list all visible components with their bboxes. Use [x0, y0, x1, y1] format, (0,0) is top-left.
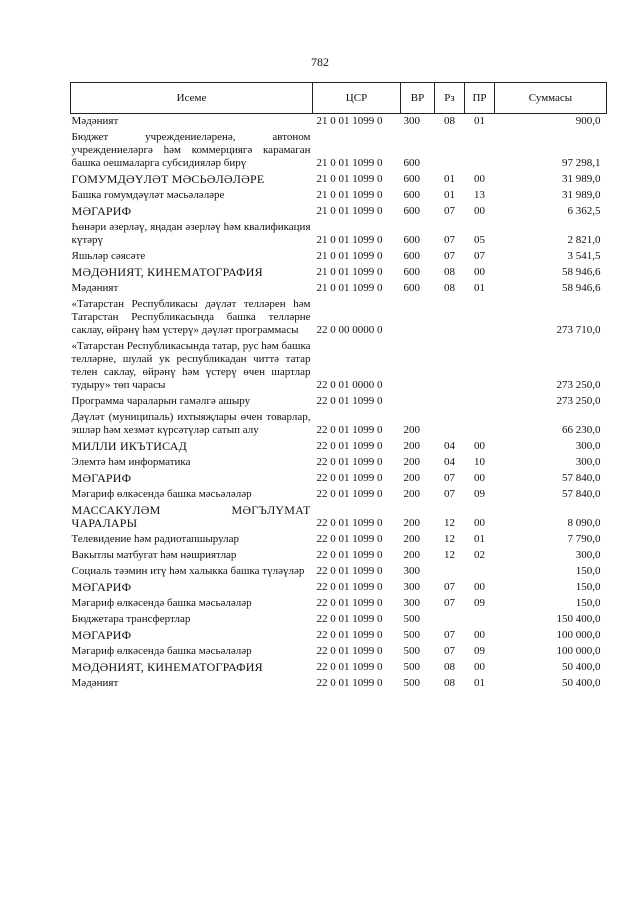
cell-csr: 22 0 01 1099 0: [316, 395, 383, 407]
cell-pr: 09: [474, 597, 485, 609]
cell-sum: 97 298,1: [562, 157, 601, 169]
cell-vr: [401, 339, 435, 394]
cell-vr: 600: [403, 282, 420, 294]
cell-csr: 21 0 01 1099 0: [316, 115, 383, 127]
cell-vr: 600: [403, 173, 420, 185]
table-row: [71, 660, 607, 676]
cell-rz: 01: [444, 189, 455, 201]
cell-csr: 21 0 01 1099 0: [316, 250, 383, 262]
table-row: [71, 394, 607, 410]
cell-name: Телевидение һәм радиотапшырулар: [71, 533, 240, 545]
table-row: [71, 172, 607, 188]
cell-name: Дәүләт (муниципаль) ихтыяҗлары өчен товарлар, эшләр һәм хезмәт күрсәтүләр сатып алу: [71, 411, 311, 436]
cell-rz: 12: [444, 533, 455, 545]
cell-pr: [465, 297, 495, 339]
cell-csr: 22 0 01 1099 0: [316, 645, 383, 657]
cell-sum: 8 090,0: [567, 517, 601, 529]
cell-name: МӘГАРИФ: [71, 204, 132, 218]
cell-pr: 10: [474, 456, 485, 468]
cell-csr: 21 0 01 1099 0: [316, 266, 383, 278]
cell-name: Социаль тәэмин итү һәм халыкка башка түләүләр: [71, 565, 305, 577]
cell-csr: 22 0 01 1099 0: [316, 597, 383, 609]
cell-pr: 00: [474, 173, 485, 185]
cell-vr: 600: [403, 157, 420, 169]
cell-name: «Татарстан Республикасында татар, рус һәм башка телләрне, шулай ук республикадан читтә татар телен саклау, өйрәнү һәм үстерү өчен шартлар тудыру» төп чарасы: [71, 340, 311, 391]
cell-rz: 01: [444, 173, 455, 185]
header-pr: ПР: [465, 83, 495, 114]
cell-vr: 300: [403, 597, 420, 609]
cell-name: МӘДӘНИЯТ, КИНЕМАТОГРАФИЯ: [71, 265, 263, 279]
cell-csr: 22 0 01 1099 0: [316, 424, 383, 436]
cell-vr: 200: [403, 424, 420, 436]
header-rz: Рз: [435, 83, 465, 114]
cell-csr: 22 0 00 0000 0: [316, 324, 383, 336]
page-number: 782: [311, 55, 329, 69]
cell-rz: 07: [444, 472, 455, 484]
cell-rz: 12: [444, 517, 455, 529]
cell-csr: 22 0 01 1099 0: [316, 661, 383, 673]
cell-vr: 500: [403, 613, 420, 625]
cell-name: Бюджет учреждениеләренә, автоном учреждениеләргә һәм коммерциягә карамаган башка оешмаларга субсидияләр бирү: [71, 131, 311, 169]
table-row: [71, 612, 607, 628]
table-row: [71, 410, 607, 439]
cell-vr: 600: [403, 266, 420, 278]
table-row: [71, 439, 607, 455]
cell-pr: 00: [474, 517, 485, 529]
cell-rz: [435, 410, 465, 439]
cell-pr: 13: [474, 189, 485, 201]
cell-pr: 00: [474, 472, 485, 484]
cell-csr: 22 0 01 1099 0: [316, 472, 383, 484]
cell-pr: 00: [474, 205, 485, 217]
cell-name: Мәгариф өлкәсендә башка мәсьәләләр: [71, 488, 252, 500]
cell-vr: 200: [403, 533, 420, 545]
cell-sum: 3 541,5: [567, 250, 601, 262]
table-row: [71, 548, 607, 564]
cell-sum: 273 250,0: [556, 395, 601, 407]
cell-rz: 04: [444, 440, 455, 452]
cell-vr: 600: [403, 250, 420, 262]
cell-vr: 200: [403, 472, 420, 484]
table-row: [71, 628, 607, 644]
cell-vr: [401, 297, 435, 339]
table-row: [71, 487, 607, 503]
cell-vr: 300: [403, 565, 420, 577]
cell-sum: 150,0: [575, 597, 601, 609]
cell-vr: 600: [403, 189, 420, 201]
cell-pr: 00: [474, 629, 485, 641]
cell-sum: 150 400,0: [556, 613, 601, 625]
cell-csr: 21 0 01 1099 0: [316, 157, 383, 169]
table-row: [71, 114, 607, 131]
cell-rz: 07: [444, 645, 455, 657]
table-row: [71, 130, 607, 172]
cell-sum: 150,0: [575, 565, 601, 577]
cell-vr: 200: [403, 456, 420, 468]
cell-rz: [435, 564, 465, 580]
cell-sum: 273 250,0: [556, 379, 601, 391]
cell-pr: 01: [474, 677, 485, 689]
cell-name: Элемтә һәм информатика: [71, 456, 191, 468]
table-row: [71, 204, 607, 220]
cell-name: Яшьләр сәясәте: [71, 250, 146, 262]
cell-rz: 07: [444, 597, 455, 609]
cell-sum: 100 000,0: [556, 629, 601, 641]
cell-sum: 900,0: [575, 115, 601, 127]
cell-rz: 07: [444, 234, 455, 246]
cell-csr: 21 0 01 1099 0: [316, 189, 383, 201]
cell-csr: 22 0 01 1099 0: [316, 488, 383, 500]
table-row: [71, 644, 607, 660]
cell-pr: [465, 339, 495, 394]
cell-rz: [435, 394, 465, 410]
cell-rz: 07: [444, 250, 455, 262]
table-row: [71, 471, 607, 487]
cell-name: МӘГАРИФ: [71, 471, 132, 485]
cell-sum: 50 400,0: [562, 677, 601, 689]
cell-pr: 09: [474, 645, 485, 657]
cell-rz: 12: [444, 549, 455, 561]
cell-csr: 22 0 01 1099 0: [316, 533, 383, 545]
cell-name: Программа чараларын гамәлгә ашыру: [71, 395, 251, 407]
cell-csr: 22 0 01 1099 0: [316, 565, 383, 577]
cell-pr: 00: [474, 581, 485, 593]
cell-rz: 07: [444, 488, 455, 500]
cell-sum: 66 230,0: [562, 424, 601, 436]
cell-pr: [465, 410, 495, 439]
cell-pr: 01: [474, 115, 485, 127]
header-csr: ЦСР: [313, 83, 401, 114]
cell-pr: [465, 130, 495, 172]
cell-csr: 21 0 01 1099 0: [316, 173, 383, 185]
table-row: [71, 455, 607, 471]
table-row: [71, 596, 607, 612]
budget-table: [70, 82, 607, 692]
cell-rz: 04: [444, 456, 455, 468]
cell-name: Вакытлы матбугат һәм нәшриятлар: [71, 549, 237, 561]
cell-pr: 01: [474, 533, 485, 545]
cell-name: ГОМУМДӘҮЛӘТ МӘСЬӘЛӘЛӘРЕ: [71, 172, 265, 186]
cell-rz: 08: [444, 282, 455, 294]
cell-pr: 00: [474, 440, 485, 452]
cell-pr: 00: [474, 661, 485, 673]
cell-csr: 22 0 01 0000 0: [316, 379, 383, 391]
table-row: [71, 188, 607, 204]
cell-sum: 7 790,0: [567, 533, 601, 545]
header-sum: Суммасы: [495, 83, 607, 114]
cell-sum: 273 710,0: [556, 324, 601, 336]
cell-rz: 08: [444, 677, 455, 689]
cell-name: Мәдәният: [71, 115, 119, 127]
cell-sum: 50 400,0: [562, 661, 601, 673]
cell-sum: 300,0: [575, 549, 601, 561]
cell-name: Мәгариф өлкәсендә башка мәсьәләләр: [71, 597, 252, 609]
cell-vr: [401, 394, 435, 410]
table-row: [71, 580, 607, 596]
table-header: [71, 83, 607, 114]
cell-csr: 22 0 01 1099 0: [316, 581, 383, 593]
cell-csr: 22 0 01 1099 0: [316, 456, 383, 468]
cell-name: МӘГАРИФ: [71, 580, 132, 594]
cell-name: МАССАКҮЛӘМ МӘГЪЛҮМАТ ЧАРАЛАРЫ: [71, 503, 311, 530]
table-row: [71, 339, 607, 394]
table-body: [71, 114, 607, 693]
cell-sum: 150,0: [575, 581, 601, 593]
cell-vr: 200: [403, 549, 420, 561]
cell-sum: 57 840,0: [562, 472, 601, 484]
cell-vr: 600: [403, 234, 420, 246]
cell-vr: 500: [403, 629, 420, 641]
cell-sum: 100 000,0: [556, 645, 601, 657]
cell-csr: 21 0 01 1099 0: [316, 234, 383, 246]
cell-vr: 600: [403, 205, 420, 217]
cell-name: Мәдәният: [71, 677, 119, 689]
cell-csr: 22 0 01 1099 0: [316, 549, 383, 561]
table-row: [71, 265, 607, 281]
cell-name: МӘГАРИФ: [71, 628, 132, 642]
cell-sum: 31 989,0: [562, 173, 601, 185]
cell-vr: 500: [403, 645, 420, 657]
cell-name: МИЛЛИ ИКЪТИСАД: [71, 439, 187, 453]
table-row: [71, 564, 607, 580]
cell-sum: 6 362,5: [567, 205, 601, 217]
cell-sum: 57 840,0: [562, 488, 601, 500]
cell-vr: 300: [403, 115, 420, 127]
cell-rz: 07: [444, 629, 455, 641]
cell-pr: [465, 564, 495, 580]
cell-sum: 58 946,6: [562, 266, 601, 278]
cell-name: Мәдәният: [71, 282, 119, 294]
cell-vr: 500: [403, 661, 420, 673]
cell-sum: 31 989,0: [562, 189, 601, 201]
cell-name: МӘДӘНИЯТ, КИНЕМАТОГРАФИЯ: [71, 660, 263, 674]
cell-pr: 01: [474, 282, 485, 294]
cell-sum: 58 946,6: [562, 282, 601, 294]
cell-csr: 22 0 01 1099 0: [316, 440, 383, 452]
cell-rz: 07: [444, 581, 455, 593]
cell-vr: 500: [403, 677, 420, 689]
cell-pr: 07: [474, 250, 485, 262]
table-row: [71, 281, 607, 297]
table-row: [71, 297, 607, 339]
table-row: [71, 249, 607, 265]
cell-vr: 200: [403, 488, 420, 500]
cell-name: Башка гомумдәүләт мәсьәләләре: [71, 189, 225, 201]
cell-name: Һөнәри әзерләү, яңадан әзерләү һәм квалификация күтәрү: [71, 221, 311, 246]
cell-csr: 22 0 01 1099 0: [316, 629, 383, 641]
cell-csr: 22 0 01 1099 0: [316, 517, 383, 529]
cell-rz: [435, 339, 465, 394]
table-row: [71, 503, 607, 532]
header-name: Исеме: [71, 83, 313, 114]
header-vr: ВР: [401, 83, 435, 114]
cell-rz: [435, 612, 465, 628]
cell-sum: 300,0: [575, 440, 601, 452]
cell-sum: 300,0: [575, 456, 601, 468]
table-row: [71, 220, 607, 249]
cell-name: «Татарстан Республикасы дәүләт телләрен һәм Татарстан Республикасында башка телләрне саклау, өйрәнү һәм үстерү» дәүләт программасы: [71, 298, 311, 336]
cell-rz: 08: [444, 115, 455, 127]
cell-name: Бюджетара трансфертлар: [71, 613, 191, 625]
cell-rz: [435, 297, 465, 339]
header-row: [71, 83, 607, 114]
table-row: [71, 676, 607, 692]
cell-pr: 09: [474, 488, 485, 500]
cell-pr: 00: [474, 266, 485, 278]
cell-vr: 200: [403, 440, 420, 452]
cell-sum: 2 821,0: [567, 234, 601, 246]
cell-vr: 300: [403, 581, 420, 593]
cell-name: Мәгариф өлкәсендә башка мәсьәләләр: [71, 645, 252, 657]
cell-csr: 21 0 01 1099 0: [316, 282, 383, 294]
cell-rz: [435, 130, 465, 172]
cell-rz: 08: [444, 266, 455, 278]
table-row: [71, 532, 607, 548]
cell-rz: 08: [444, 661, 455, 673]
cell-pr: [465, 612, 495, 628]
cell-pr: 05: [474, 234, 485, 246]
cell-vr: 200: [403, 517, 420, 529]
cell-csr: 22 0 01 1099 0: [316, 677, 383, 689]
cell-rz: 07: [444, 205, 455, 217]
cell-pr: 02: [474, 549, 485, 561]
cell-pr: [465, 394, 495, 410]
cell-csr: 21 0 01 1099 0: [316, 205, 383, 217]
cell-csr: 22 0 01 1099 0: [316, 613, 383, 625]
